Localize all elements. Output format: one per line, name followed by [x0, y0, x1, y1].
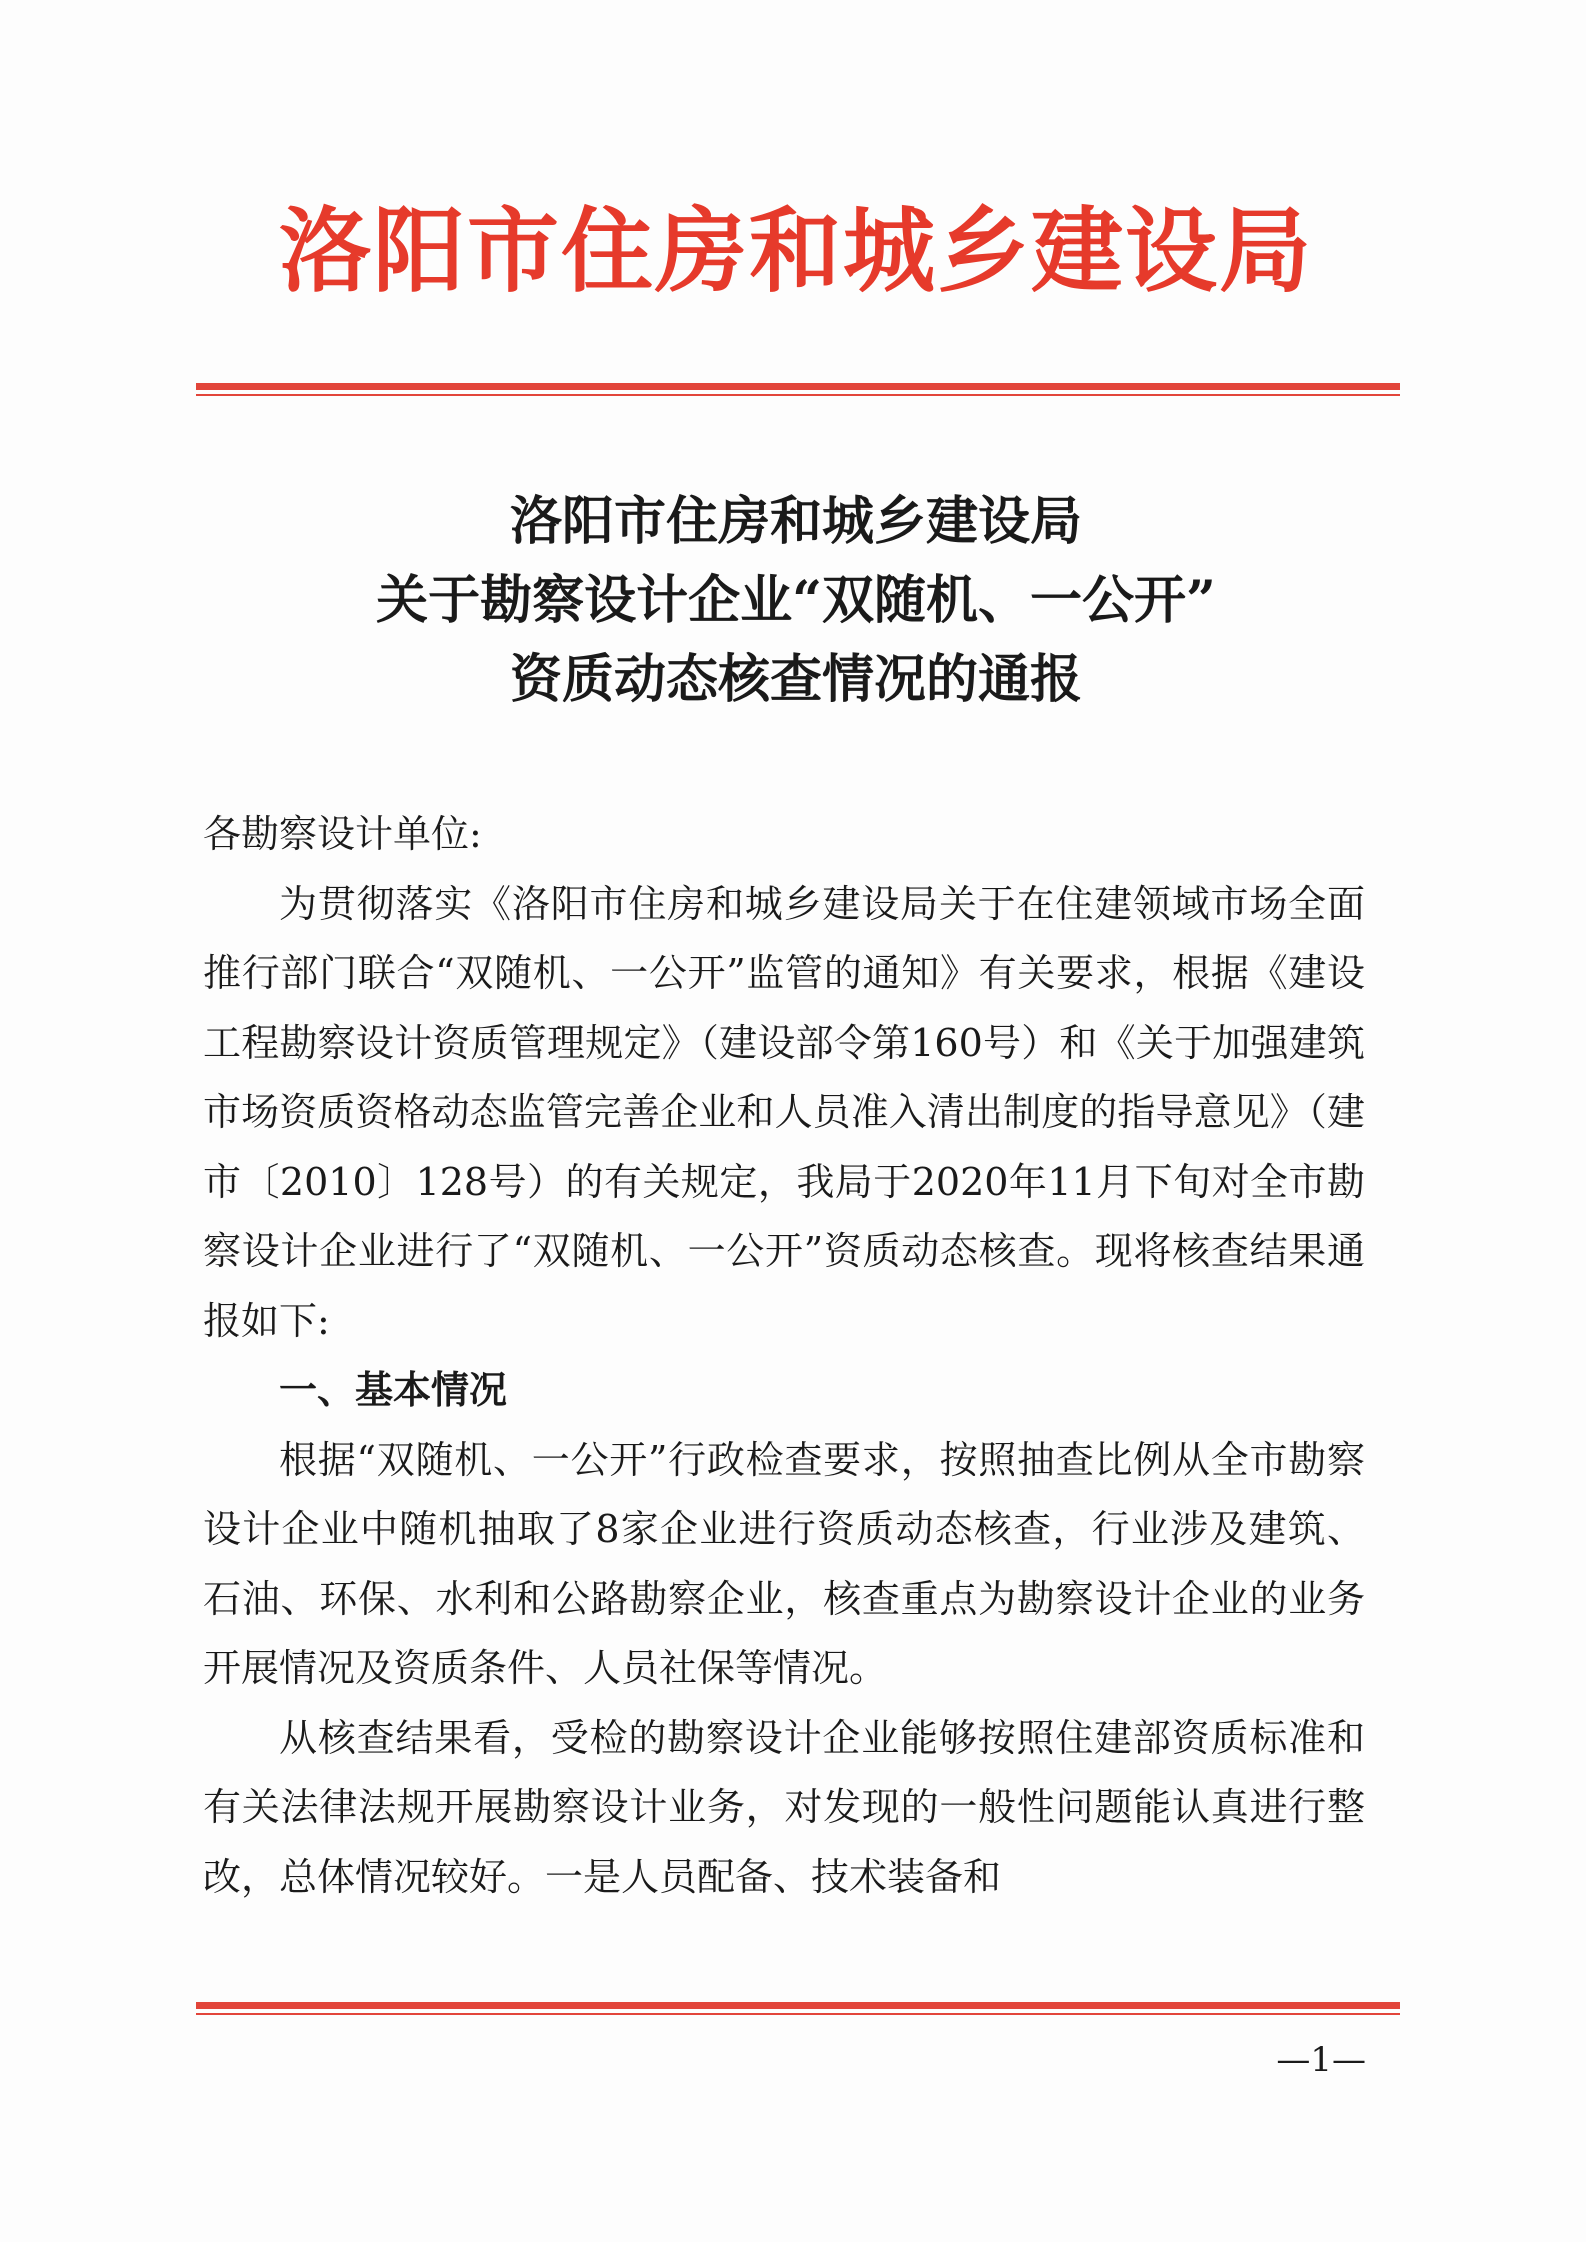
- issuer-masthead: 洛阳市住房和城乡建设局: [278, 197, 1313, 305]
- masthead-red-rule: [196, 383, 1400, 396]
- section-heading: 一、基本情况: [279, 1368, 508, 1412]
- red-rule-thin-line: [196, 2013, 1400, 2015]
- red-rule-thick-line: [196, 2002, 1400, 2009]
- document-title: [196, 482, 1396, 719]
- document-body: [203, 800, 1365, 1912]
- body-paragraph: 根据“双随机、一公开”行政检查要求，按照抽查比例从全市勘察设计企业中随机抽取了8家企业进行资质动态核查，行业涉及建筑、石油、环保、水利和公路勘察企业，核查重点为勘察设计企业的业务开展情况及资质条件、人员社保等情况。: [203, 1437, 1365, 1690]
- salutation: 各勘察设计单位:: [203, 812, 482, 856]
- red-rule-thick-line: [196, 383, 1400, 390]
- title-line: 资质动态核查情况的通报: [509, 649, 1082, 710]
- title-line: 洛阳市住房和城乡建设局: [509, 491, 1082, 552]
- title-line: 关于勘察设计企业“双随机、一公开”: [376, 570, 1216, 631]
- intro-paragraph: 为贯彻落实《洛阳市住房和城乡建设局关于在住建领域市场全面推行部门联合“双随机、一公开”监管的通知》有关要求，根据《建设工程勘察设计资质管理规定》（建设部令第160号）和《关于加强建筑市场资质资格动态监管完善企业和人员准入清出制度的指导意见》（建市〔2010〕128号）的有关规定，我局于2020年11月下旬对全市勘察设计企业进行了“双随机、一公开”资质动态核查。现将核查结果通报如下:: [203, 881, 1365, 1343]
- footer-red-rule: [196, 2002, 1400, 2015]
- body-paragraph: 从核查结果看，受检的勘察设计企业能够按照住建部资质标准和有关法律法规开展勘察设计业务，对发现的一般性问题能认真进行整改，总体情况较好。一是人员配备、技术装备和: [203, 1715, 1365, 1899]
- page-number: —1—: [1276, 2040, 1366, 2080]
- red-rule-thin-line: [196, 394, 1400, 396]
